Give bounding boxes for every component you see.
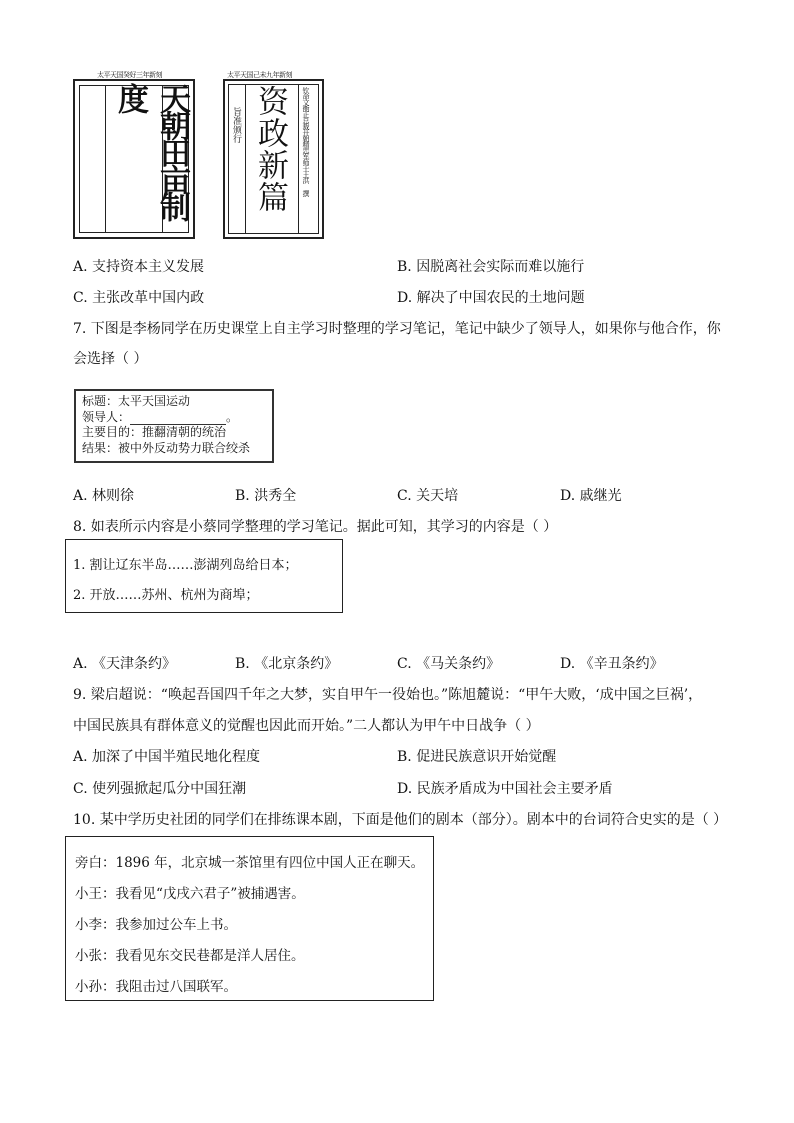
q9-option-d: D. 民族矛盾成为中国社会主要矛盾 (397, 781, 613, 797)
q10-box-narration: 旁白：1896 年，北京城一茶馆里有四位中国人正在聊天。 (75, 855, 425, 871)
q6-option-c: C. 主张改革中国内政 (73, 290, 205, 306)
note-title: 标题：太平天国运动 (82, 394, 191, 408)
q8-stem: 8. 如表所示内容是小蔡同学整理的学习笔记。据此可知，其学习的内容是（ ） (73, 519, 558, 535)
q8-option-c: C. 《马关条约》 (397, 656, 501, 672)
q9-stem-line2: 中国民族具有群体意义的觉醒也因此而开始。”二人都认为甲午中日战争（ ） (73, 718, 540, 734)
q10-box-sun: 小孙：我阻击过八国联军。 (75, 979, 237, 995)
q7-option-a: A. 林则徐 (73, 488, 135, 504)
q10-box-zhang: 小张：我看见东交民巷都是洋人居住。 (75, 948, 305, 964)
q7-option-c: C. 关天培 (397, 488, 459, 504)
q6-option-a: A. 支持资本主义发展 (73, 259, 205, 275)
q7-option-d: D. 戚继光 (560, 488, 622, 504)
q8-option-a: A. 《天津条约》 (73, 656, 177, 672)
q7-option-b: B. 洪秀全 (235, 488, 297, 504)
q9-option-b: B. 促进民族意识开始觉醒 (397, 749, 557, 765)
cover-right-side-left: 旨准颁行 (231, 107, 241, 143)
q10-script-box (65, 836, 434, 1001)
q8-note-box (65, 539, 343, 613)
cover-right-side-right: 钦命文衡正总裁开朝精忠军师干王洪 撰 (302, 87, 310, 196)
q10-box-wang: 小王：我看见“戊戌六君子”被捕遇害。 (75, 886, 305, 902)
cover-left-image (73, 71, 195, 239)
cover-left-title: 天朝田亩制度 (112, 83, 190, 218)
cover-right-title: 资政新篇 (252, 85, 288, 213)
q9-stem-line1: 9. 梁启超说：“唤起吾国四千年之大梦，实自甲午一役始也。”陈旭麓说：“甲午大败，‘成中国之巨祸’， (73, 687, 703, 703)
cover-right-top-text: 太平天国己未九年新刻 (227, 71, 292, 79)
q9-option-a: A. 加深了中国半殖民地化程度 (73, 749, 261, 765)
q8-box-line2: 2. 开放……苏州、杭州为商埠； (73, 588, 259, 603)
q7-stem-line2: 会选择（ ） (73, 351, 148, 367)
note-leader: 领导人： 。 (82, 409, 239, 424)
q9-option-c: C. 使列强掀起瓜分中国狂潮 (73, 781, 247, 797)
q7-study-note (74, 389, 274, 463)
note-goal: 主要目的：推翻清朝的统治 (82, 425, 227, 439)
cover-left-top-text: 太平天国癸好三年新刻 (97, 71, 162, 79)
cover-right-image (223, 71, 324, 239)
q10-box-li: 小李：我参加过公车上书。 (75, 917, 237, 933)
q6-option-b: B. 因脱离社会实际而难以施行 (397, 259, 585, 275)
note-result: 结果：被中外反动势力联合绞杀 (82, 440, 251, 455)
q8-box-line1: 1. 割让辽东半岛……澎湖列岛给日本； (73, 558, 298, 573)
q6-option-d: D. 解决了中国农民的土地问题 (397, 290, 585, 306)
q8-option-b: B. 《北京条约》 (235, 656, 339, 672)
q8-option-d: D. 《辛丑条约》 (560, 656, 664, 672)
q7-stem-line1: 7. 下图是李杨同学在历史课堂上自主学习时整理的学习笔记，笔记中缺少了领导人，如果你与他合作，你 (73, 321, 721, 337)
q10-stem: 10. 某中学历史社团的同学们在排练课本剧，下面是他们的剧本（部分）。剧本中的台词符合史实的是（ ） (73, 812, 728, 828)
